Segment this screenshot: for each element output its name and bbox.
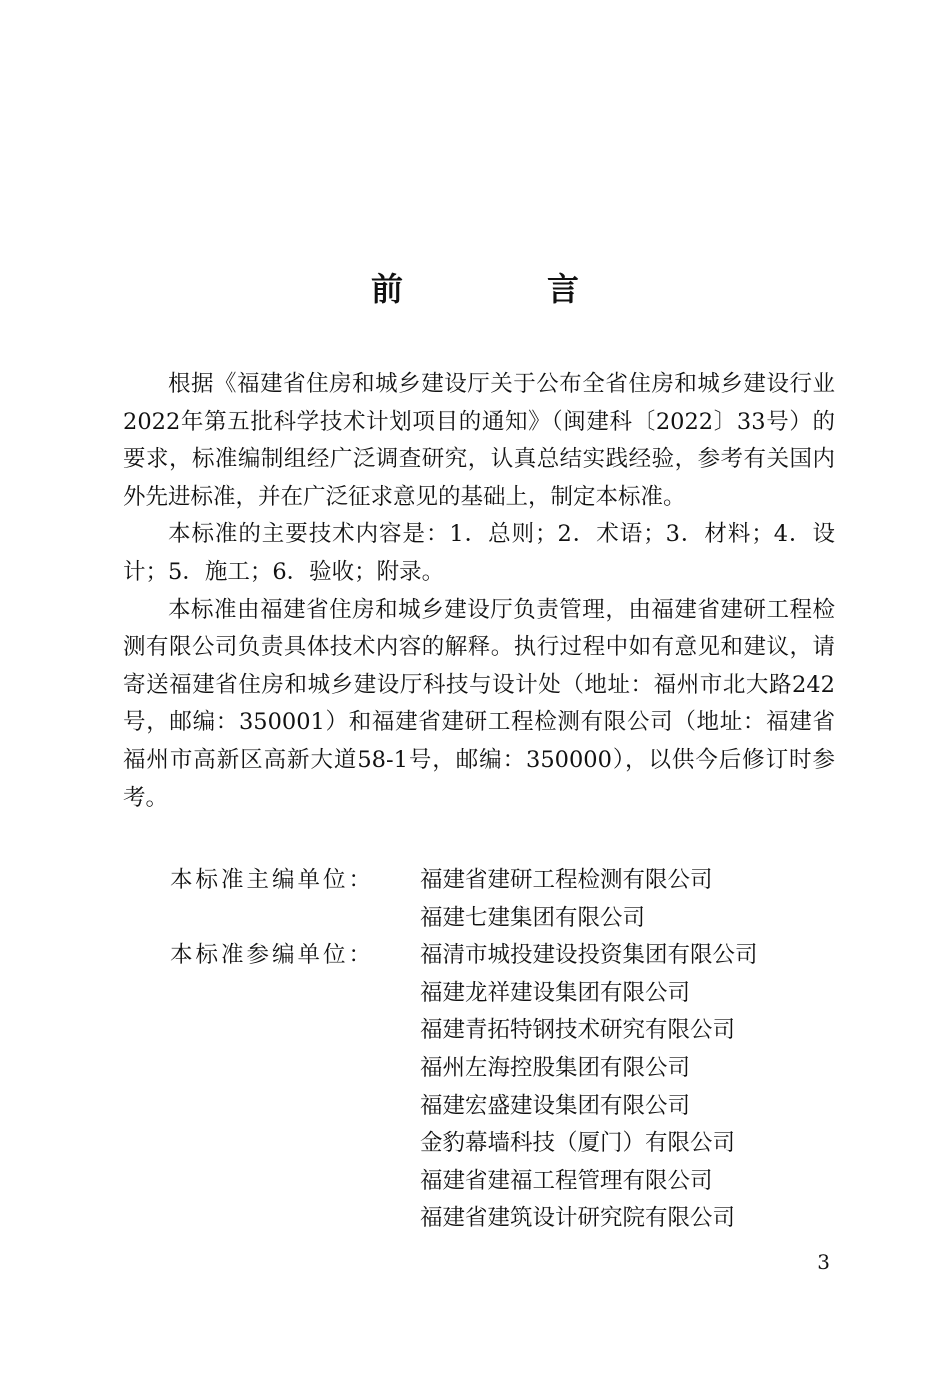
unit-item: 福清市城投建设投资集团有限公司 [420, 942, 758, 969]
chief-units-list [420, 862, 713, 937]
unit-item: 福建省建福工程管理有限公司 [420, 1167, 713, 1194]
paragraph-management: 本标准由福建省住房和城乡建设厅负责管理，由福建省建研工程检测有限公司负责具体技术内容的解释。执行过程中如有意见和建议，请寄送福建省住房和城乡建设厅科技与设计处（地址：福州市北大路242号，邮编：350001）和福建省建研工程检测有限公司（地址：福建省福州市高新区高新大道58-1号，邮编：350000），以供今后修订时参考。 [123, 596, 835, 811]
unit-item: 福建龙祥建设集团有限公司 [420, 979, 691, 1006]
unit-item: 福建青拓特钢技术研究有限公司 [420, 1017, 736, 1044]
participating-units [123, 937, 835, 1238]
chief-units [123, 862, 835, 937]
units-section [123, 862, 835, 1238]
chief-units-label: 本标准主编单位： [170, 867, 375, 893]
page-title: 前 言 [370, 270, 635, 308]
page-number: 3 [817, 1250, 830, 1274]
paragraph-basis: 根据《福建省住房和城乡建设厅关于公布全省住房和城乡建设行业2022年第五批科学技术计划项目的通知》（闽建科〔2022〕33号）的要求，标准编制组经广泛调查研究，认真总结实践经验，参考有关国内外先进标准，并在广泛征求意见的基础上，制定本标准。 [123, 371, 835, 510]
unit-item: 福建省建研工程检测有限公司 [420, 867, 713, 893]
unit-item: 福建宏盛建设集团有限公司 [420, 1092, 691, 1119]
unit-item: 福建七建集团有限公司 [420, 904, 646, 931]
unit-item: 金豹幕墙科技（厦门）有限公司 [420, 1130, 736, 1157]
participating-units-list [420, 937, 758, 1238]
participating-units-label: 本标准参编单位： [170, 942, 375, 969]
unit-item: 福州左海控股集团有限公司 [420, 1054, 691, 1081]
unit-item: 福建省建筑设计研究院有限公司 [420, 1205, 736, 1232]
preface-body [123, 366, 835, 817]
paragraph-contents: 本标准的主要技术内容是：1．总则；2．术语；3．材料；4．设计；5．施工；6．验收；附录。 [123, 521, 835, 585]
